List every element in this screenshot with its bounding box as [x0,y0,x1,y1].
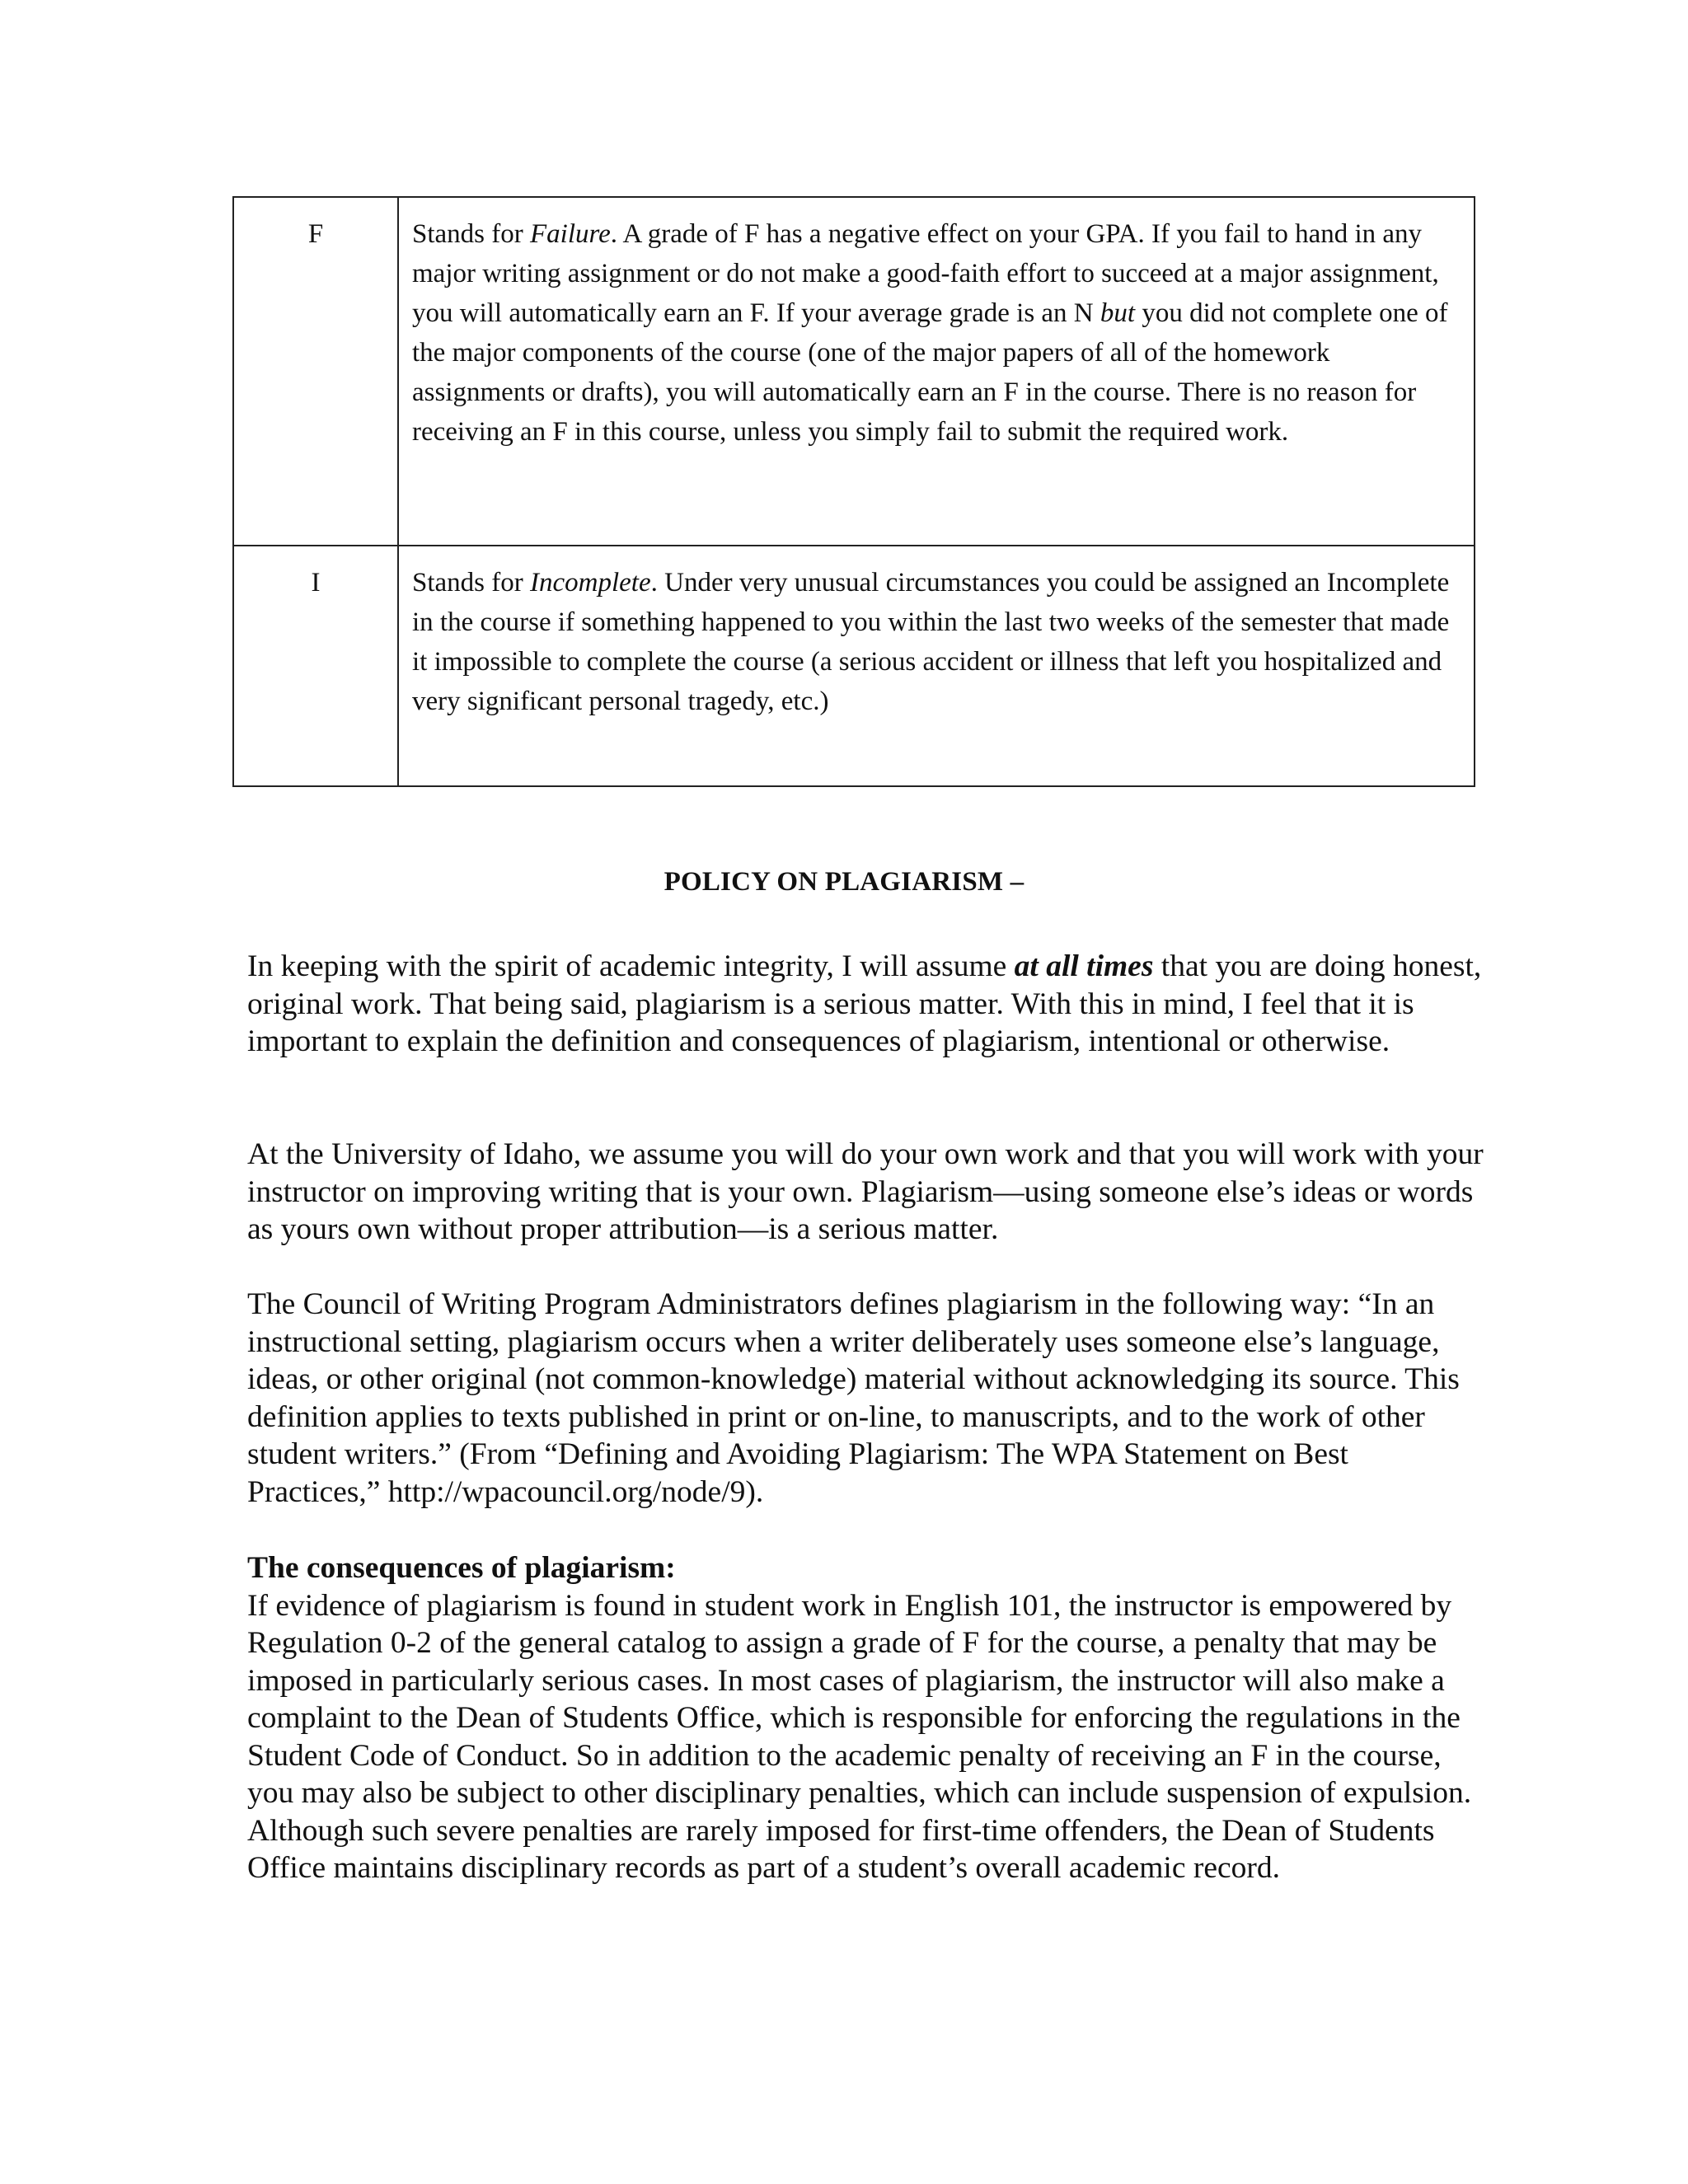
grades-table [232,196,1475,787]
university-paragraph: At the University of Idaho, we assume you will do your own work and that you will work with your instructor on improving writing that is your own. Plagiarism—using someone else’s ideas or words as yours own without proper attribution—is a serious matter. [247,1137,1484,1246]
grade-desc-text: you did not complete one of the major components of the course (one of the major papers of all of the homework assignments or drafts), you will automatically earn an F in the course. There is no reason for receiving an F in this course, unless you simply fail to submit the required work. [412,298,1448,447]
paragraph-text: that you are doing honest, original work. That being said, plagiarism is a serious matter. With this in mind, I feel that it is important to explain the definition and consequences of plagiarism, intentional or otherwise. [247,949,1482,1058]
paragraph-text: In keeping with the spirit of academic integrity, I will assume [247,949,1015,983]
grade-letter: F [233,197,398,546]
grade-desc-text: . A grade of F has a negative effect on your GPA. If you fail to hand in any major writing assignment or do not make a good-faith effort to succeed at a major assignment, you will automatically earn an F. If your average grade is an N [412,219,1439,328]
consequences-section [247,1549,1484,1887]
grade-description [398,197,1475,546]
integrity-paragraph [247,948,1484,1061]
grade-desc-text: . Under very unusual circumstances you could be assigned an Incomplete in the course if something happened to you within the last two weeks of the semester that made it impossible to complete the course (a serious accident or illness that left you hospitalized and very significant personal tragedy, etc.) [412,568,1450,716]
grade-letter: I [233,546,398,786]
grade-row-i [233,546,1475,786]
plagiarism-heading: POLICY ON PLAGIARISM – [663,867,1025,897]
grade-term: Incomplete [530,568,651,598]
grade-description [398,546,1475,786]
emphasis-text: at all times [1014,949,1154,983]
wpa-definition-paragraph: The Council of Writing Program Administrators defines plagiarism in the following way: “In an instructional setting, plagiarism occurs when a writer deliberately uses someone else’s language, ideas, or other original (not common-knowledge) material without acknowledging its source. This definition applies to texts published in print or on-line, to manuscripts, and to the work of other student writers.” (From “Defining and Avoiding Plagiarism: The WPA Statement on Best Practices,” http://wpacouncil.org/node/9). [247,1287,1460,1509]
consequences-heading: The consequences of plagiarism: [247,1551,676,1585]
grade-desc-text: Stands for [412,568,530,598]
grade-emphasis: but [1100,298,1136,328]
grade-term: Failure [530,219,611,249]
consequences-paragraph: If evidence of plagiarism is found in student work in English 101, the instructor is empowered by Regulation 0-2 of the general catalog to assign a grade of F for the course, a penalty that may be imposed in particularly serious cases. In most cases of plagiarism, the instructor will also make a complaint to the Dean of Students Office, which is responsible for enforcing the regulations in the Student Code of Conduct. So in addition to the academic penalty of receiving an F in the course, you may also be subject to other disciplinary penalties, which can include suspension of expulsion. Although such severe penalties are rarely imposed for first-time offenders, the Dean of Students Office maintains disciplinary records as part of a student’s overall academic record. [247,1588,1472,1885]
grade-desc-text: Stands for [412,219,530,249]
grade-row-f [233,197,1475,546]
